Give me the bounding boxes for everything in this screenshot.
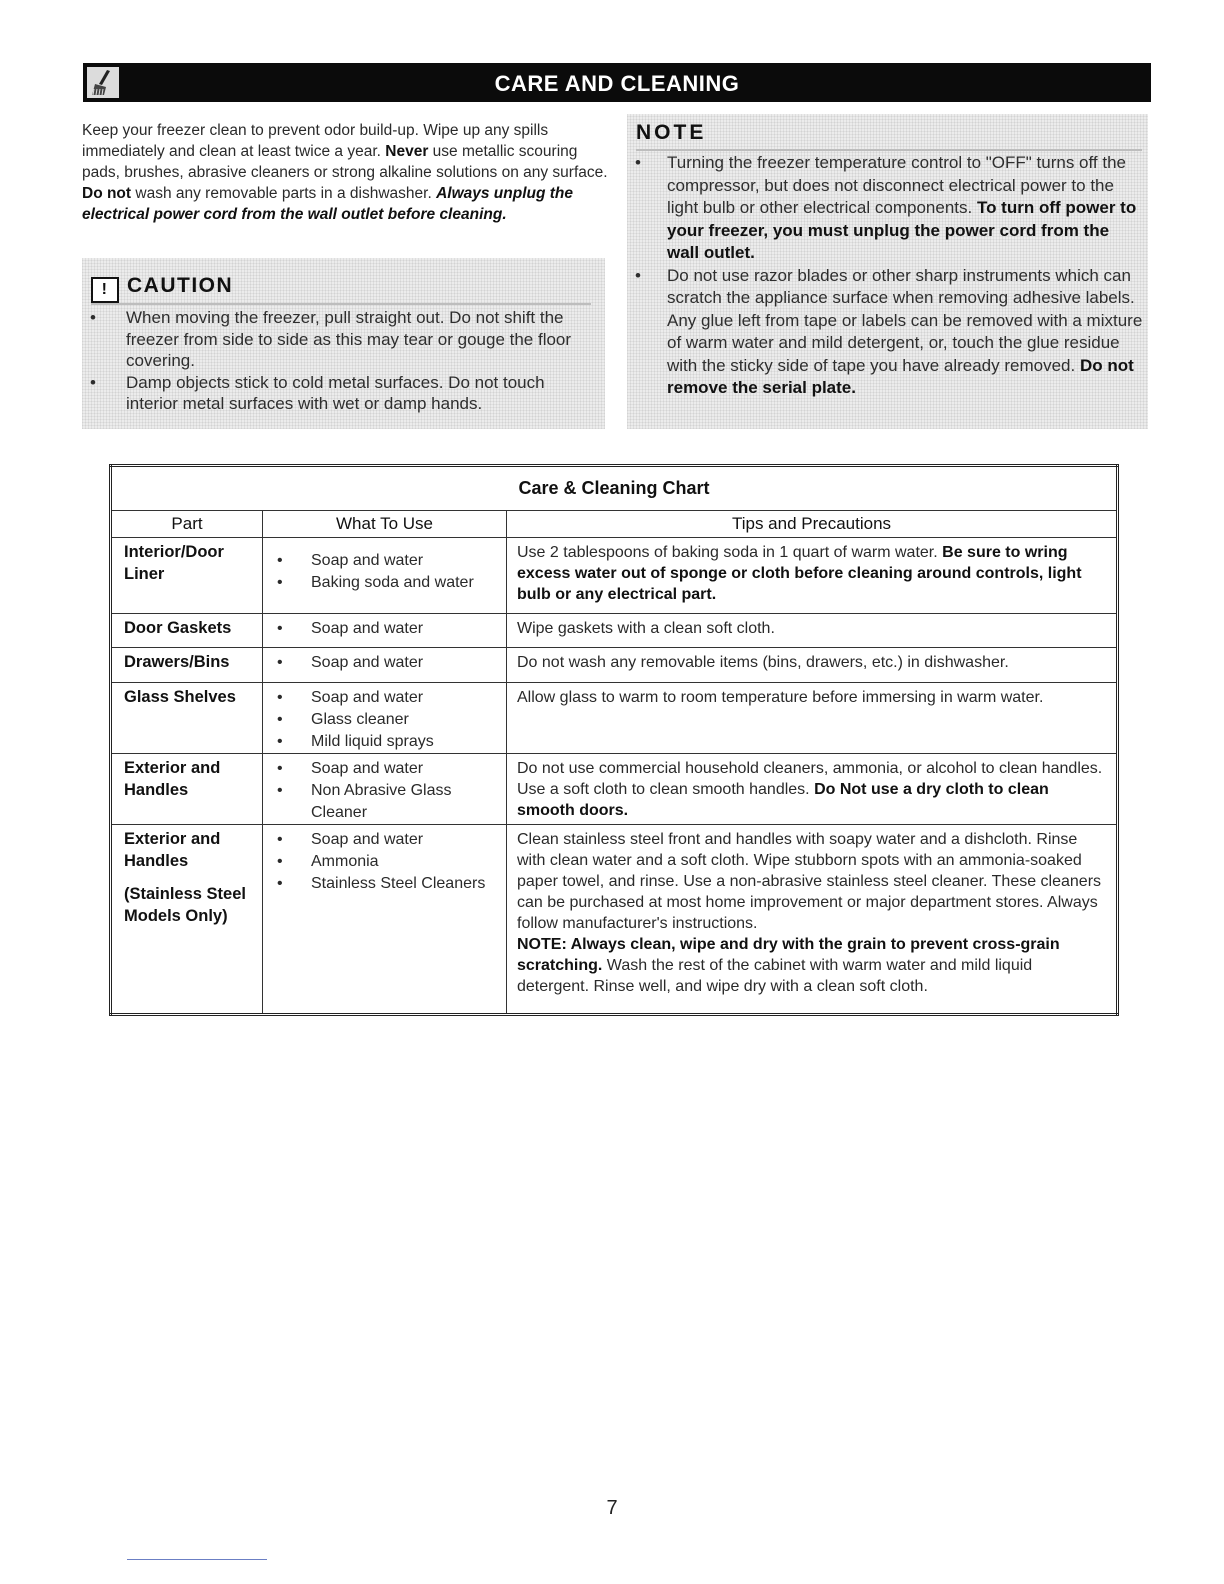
list-item: • Ammonia [263,851,506,873]
list-item: • Soap and water [263,550,506,572]
list-item: • Soap and water [263,652,506,674]
care-cleaning-table [109,464,1119,1016]
footer-rule [127,1559,267,1560]
what-to-use-cell [263,648,507,683]
part-cell: Exterior and Handles (Stainless Steel Models Only) [111,825,263,1015]
warning-triangle-icon: ! [91,277,119,303]
tips-cell: Wipe gaskets with a clean soft cloth. [507,614,1118,648]
note-heading: NOTE [636,121,707,144]
list-item: • Stainless Steel Cleaners [263,873,506,895]
tips-cell: Do not use commercial household cleaners, ammonia, or alcohol to clean handles. Use a soft cloth to clean smooth handles. Do Not use a dry cloth to clean smooth doors. [507,754,1118,825]
part-cell: Glass Shelves [111,683,263,754]
page-number: 7 [606,1497,618,1519]
list-item: • Glass cleaner [263,709,506,731]
page-title: CARE AND CLEANING [494,71,740,96]
table-row [111,538,1118,614]
what-to-use-cell [263,538,507,614]
list-item: • Mild liquid sprays [263,731,506,753]
list-item: • Soap and water [263,618,506,640]
table-row [111,648,1118,683]
part-cell: Door Gaskets [111,614,263,648]
list-item: • Non Abrasive Glass Cleaner [263,780,506,824]
caution-heading: ! CAUTION [91,274,233,303]
note-divider [636,149,1142,151]
list-item: • Soap and water [263,758,506,780]
list-item: • When moving the freezer, pull straight out. Do not shift the freezer from side to side as this may tear or gouge the floor covering. [82,307,592,372]
tips-cell: Do not wash any removable items (bins, drawers, etc.) in dishwasher. [507,648,1118,683]
what-to-use-cell [263,683,507,754]
table-row [111,825,1118,1015]
tips-cell: Use 2 tablespoons of baking soda in 1 quart of warm water. Be sure to wring excess water out of sponge or cloth before cleaning around controls, light bulb or any electrical part. [507,538,1118,614]
caution-box [82,258,605,429]
column-header: Part [111,511,263,538]
tips-cell: Allow glass to warm to room temperature before immersing in warm water. [507,683,1118,754]
list-item: • Soap and water [263,687,506,709]
list-item: • Baking soda and water [263,572,506,594]
part-cell: Interior/Door Liner [111,538,263,614]
part-cell: Drawers/Bins [111,648,263,683]
caution-list [82,307,592,415]
list-item: • Damp objects stick to cold metal surfaces. Do not touch interior metal surfaces with wet or damp hands. [82,372,592,415]
column-header: What To Use [263,511,507,538]
table-row [111,754,1118,825]
tips-cell: Clean stainless steel front and handles with soapy water and a dishcloth. Rinse with clean water and a soft cloth. Wipe stubborn spots with an ammonia-soaked paper towel, and rinse. Use a non-abrasive stainless steel cleaner. These cleaners can be purchased at most home improvement or major department stores. Always follow manufacturer's instructions. NOTE: Always clean, wipe and dry with the grain to prevent cross-grain scratching. Wash the rest of the cabinet with warm water and mild liquid detergent. Rinse well, and wipe dry with a clean soft cloth. [507,825,1118,1015]
intro-paragraph: Keep your freezer clean to prevent odor build-up. Wipe up any spills immediately and clean at least twice a year. Never use metallic scouring pads, brushes, abrasive cleaners or strong alkaline solutions on any surface. Do not wash any removable parts in a dishwasher. Always unplug the electrical power cord from the wall outlet before cleaning. [82,122,608,223]
section-header-bar [83,63,1151,102]
list-item: • Soap and water [263,829,506,851]
what-to-use-cell [263,754,507,825]
list-item: • Turning the freezer temperature control to "OFF" turns off the compressor, but does not disconnect electrical power to the light bulb or other electrical components. To turn off power to your freezer, you must unplug the power cord from the wall outlet. [627,152,1143,265]
table-title: Care & Cleaning Chart [111,466,1118,511]
what-to-use-cell [263,614,507,648]
list-item: • Do not use razor blades or other sharp instruments which can scratch the appliance surface when removing adhesive labels. Any glue left from tape or labels can be removed with a mixture of warm water and mild detergent, or, touch the glue residue with the sticky side of tape you have already removed. Do not remove the serial plate. [627,265,1143,400]
table-row [111,614,1118,648]
note-box [627,114,1148,429]
what-to-use-cell [263,825,507,1015]
caution-divider [91,303,591,305]
note-list [627,152,1143,400]
column-header: Tips and Precautions [507,511,1118,538]
table-row [111,683,1118,754]
table-header-row [111,511,1118,538]
part-cell: Exterior and Handles [111,754,263,825]
